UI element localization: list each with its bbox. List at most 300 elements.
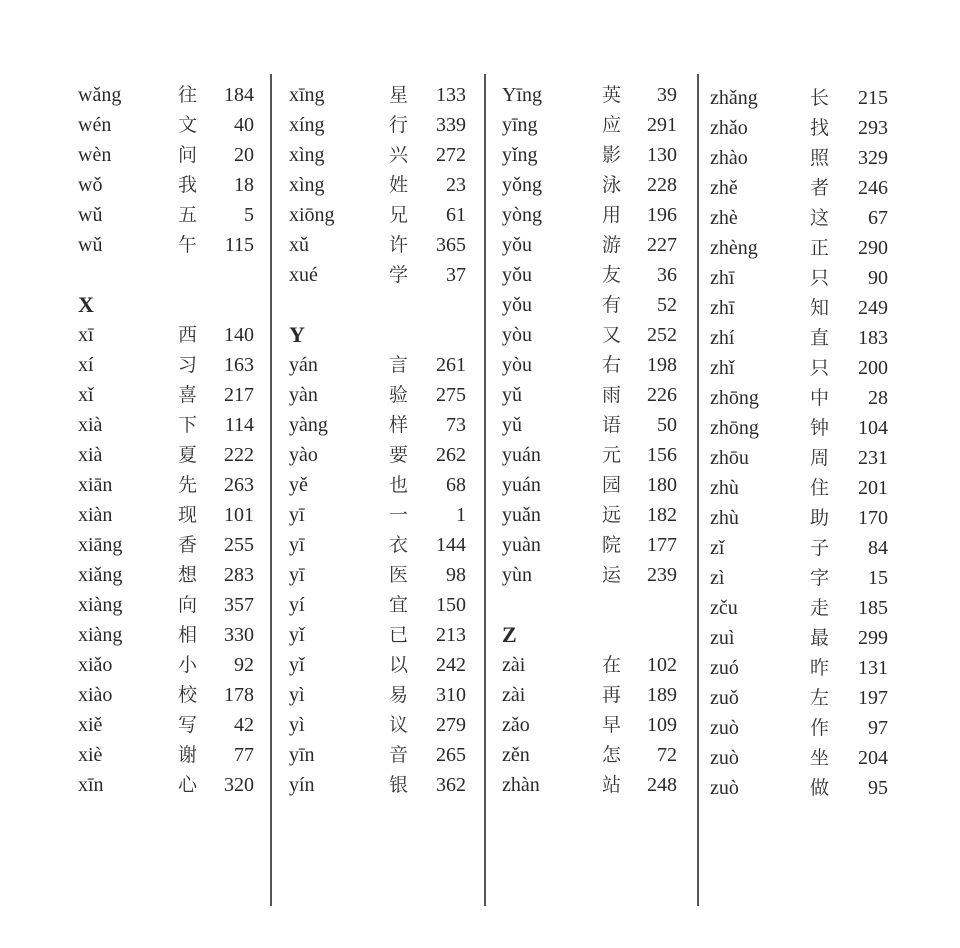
pinyin: yín xyxy=(289,774,315,796)
character: 验 xyxy=(389,384,409,406)
character: 字 xyxy=(810,567,830,589)
page-number: 249 xyxy=(858,297,888,319)
character: 向 xyxy=(178,594,198,616)
page-number: 215 xyxy=(858,87,888,109)
section-letter-heading: X xyxy=(78,292,94,317)
index-entry xyxy=(78,440,254,470)
page-number: 184 xyxy=(224,84,254,106)
page-number: 156 xyxy=(647,444,677,466)
character: 做 xyxy=(810,777,830,799)
character: 谢 xyxy=(178,744,198,766)
index-entry xyxy=(78,170,254,200)
index-entry xyxy=(710,443,888,473)
pinyin: yī xyxy=(289,504,305,526)
page-number: 131 xyxy=(858,657,888,679)
page-number: 50 xyxy=(657,414,677,436)
index-entry xyxy=(710,293,888,323)
index-entry xyxy=(289,380,466,410)
character: 兄 xyxy=(389,204,409,226)
pinyin: zhī xyxy=(710,267,735,289)
pinyin: yí xyxy=(289,594,305,616)
pinyin: zču xyxy=(710,597,738,619)
index-entry xyxy=(710,323,888,353)
character: 照 xyxy=(810,147,830,169)
pinyin: xiàng xyxy=(78,594,123,616)
index-entry xyxy=(710,83,888,113)
page-number: 231 xyxy=(858,447,888,469)
character: 已 xyxy=(389,624,409,646)
index-entry xyxy=(502,470,677,500)
index-entry xyxy=(710,233,888,263)
pinyin: zuò xyxy=(710,717,739,739)
character: 往 xyxy=(178,84,198,106)
pinyin: zì xyxy=(710,567,725,589)
pinyin: yǒu xyxy=(502,234,532,256)
character: 怎 xyxy=(602,744,622,766)
index-entry xyxy=(289,590,466,620)
index-entry xyxy=(710,503,888,533)
character: 正 xyxy=(810,237,830,259)
page-number: 140 xyxy=(224,324,254,346)
character: 学 xyxy=(389,264,409,286)
page-number: 52 xyxy=(657,294,677,316)
character: 议 xyxy=(389,714,409,736)
index-entry xyxy=(289,260,466,290)
index-entry xyxy=(710,173,888,203)
pinyin: yǐ xyxy=(289,624,305,646)
index-entry xyxy=(78,380,254,410)
page-number: 263 xyxy=(224,474,254,496)
pinyin: xīn xyxy=(78,774,104,796)
pinyin: yòng xyxy=(502,204,542,226)
index-entry xyxy=(289,770,466,800)
pinyin: zhōng xyxy=(710,387,759,409)
character: 运 xyxy=(602,564,622,586)
character: 兴 xyxy=(389,144,409,166)
character: 音 xyxy=(389,744,409,766)
index-entry xyxy=(289,500,466,530)
pinyin: yòu xyxy=(502,324,532,346)
pinyin: xíng xyxy=(289,114,325,136)
index-entry xyxy=(710,473,888,503)
column-divider xyxy=(270,74,272,906)
index-entry xyxy=(78,560,254,590)
character: 我 xyxy=(178,174,198,196)
character: 习 xyxy=(178,354,198,376)
page-number: 248 xyxy=(647,774,677,796)
index-column-1 xyxy=(78,80,254,800)
character: 现 xyxy=(178,504,198,526)
character: 想 xyxy=(178,564,198,586)
index-entry xyxy=(710,713,888,743)
pinyin: yuàn xyxy=(502,534,541,556)
page-number: 90 xyxy=(868,267,888,289)
index-entry xyxy=(289,620,466,650)
character: 许 xyxy=(389,234,409,256)
character: 走 xyxy=(810,597,830,619)
pinyin: xiè xyxy=(78,744,103,766)
page-number: 275 xyxy=(436,384,466,406)
pinyin: yǒu xyxy=(502,264,532,286)
page-number: 217 xyxy=(224,384,254,406)
index-entry xyxy=(502,110,677,140)
character: 相 xyxy=(178,624,198,646)
page-number: 102 xyxy=(647,654,677,676)
pinyin: zài xyxy=(502,684,526,706)
page-number: 72 xyxy=(657,744,677,766)
character: 问 xyxy=(178,144,198,166)
character: 最 xyxy=(810,627,830,649)
index-entry xyxy=(710,653,888,683)
character: 校 xyxy=(178,684,198,706)
character: 星 xyxy=(389,84,409,106)
index-entry xyxy=(289,470,466,500)
character: 周 xyxy=(810,447,830,469)
pinyin: yuán xyxy=(502,474,541,496)
index-entry xyxy=(502,80,677,110)
page-number: 23 xyxy=(446,174,466,196)
page-number: 262 xyxy=(436,444,466,466)
page-number: 180 xyxy=(647,474,677,496)
character: 子 xyxy=(810,537,830,559)
index-entry xyxy=(78,140,254,170)
page-number: 95 xyxy=(868,777,888,799)
page-number: 92 xyxy=(234,654,254,676)
index-entry xyxy=(289,110,466,140)
index-entry xyxy=(289,530,466,560)
index-entry xyxy=(78,770,254,800)
pinyin: xià xyxy=(78,444,103,466)
pinyin: zhōng xyxy=(710,417,759,439)
pinyin: yīng xyxy=(502,114,538,136)
index-entry xyxy=(710,623,888,653)
character: 也 xyxy=(389,474,409,496)
pinyin: zhù xyxy=(710,477,739,499)
page-number: 261 xyxy=(436,354,466,376)
page-number: 339 xyxy=(436,114,466,136)
page-number: 150 xyxy=(436,594,466,616)
index-entry xyxy=(502,710,677,740)
pinyin: xìng xyxy=(289,174,325,196)
pinyin: zuǒ xyxy=(710,687,739,709)
page-number: 196 xyxy=(647,204,677,226)
blank-row xyxy=(289,290,466,320)
blank-row xyxy=(502,590,677,620)
page-number: 73 xyxy=(446,414,466,436)
pinyin: xǐ xyxy=(78,384,94,406)
pinyin: wǎng xyxy=(78,84,122,106)
character: 以 xyxy=(389,654,409,676)
character: 昨 xyxy=(810,657,830,679)
index-entry xyxy=(502,290,677,320)
pinyin: xué xyxy=(289,264,318,286)
page-number: 330 xyxy=(224,624,254,646)
character: 衣 xyxy=(389,534,409,556)
character: 再 xyxy=(602,684,622,706)
index-entry xyxy=(502,410,677,440)
index-entry xyxy=(502,650,677,680)
character: 助 xyxy=(810,507,830,529)
page-number: 182 xyxy=(647,504,677,526)
index-entry xyxy=(502,140,677,170)
index-entry xyxy=(502,740,677,770)
index-entry xyxy=(289,230,466,260)
page-number: 28 xyxy=(868,387,888,409)
index-entry xyxy=(289,710,466,740)
character: 者 xyxy=(810,177,830,199)
character: 知 xyxy=(810,297,830,319)
character: 早 xyxy=(602,714,622,736)
page-number: 177 xyxy=(647,534,677,556)
pinyin: zěn xyxy=(502,744,530,766)
character: 香 xyxy=(178,534,198,556)
index-entry xyxy=(710,113,888,143)
index-entry xyxy=(78,410,254,440)
index-entry xyxy=(289,80,466,110)
page-number: 227 xyxy=(647,234,677,256)
character: 夏 xyxy=(178,444,198,466)
pinyin: yě xyxy=(289,474,308,496)
pinyin: yì xyxy=(289,714,305,736)
page-number: 222 xyxy=(224,444,254,466)
pinyin: Yīng xyxy=(502,84,542,106)
index-entry xyxy=(502,440,677,470)
character: 元 xyxy=(602,444,622,466)
page-number: 226 xyxy=(647,384,677,406)
character: 直 xyxy=(810,327,830,349)
index-entry xyxy=(78,470,254,500)
index-entry xyxy=(502,560,677,590)
pinyin: zhè xyxy=(710,207,738,229)
index-entry xyxy=(710,593,888,623)
page-number: 130 xyxy=(647,144,677,166)
character: 坐 xyxy=(810,747,830,769)
pinyin: yàn xyxy=(289,384,318,406)
column-divider xyxy=(484,74,486,906)
page-number: 18 xyxy=(234,174,254,196)
pinyin: yǔ xyxy=(502,384,522,406)
page-number: 201 xyxy=(858,477,888,499)
character: 只 xyxy=(810,357,830,379)
index-entry xyxy=(289,560,466,590)
pinyin: xiǎo xyxy=(78,654,113,676)
character: 友 xyxy=(602,264,622,286)
page-number: 197 xyxy=(858,687,888,709)
character: 左 xyxy=(810,687,830,709)
page-number: 36 xyxy=(657,264,677,286)
page-number: 163 xyxy=(224,354,254,376)
index-entry xyxy=(502,320,677,350)
pinyin: xiān xyxy=(78,474,113,496)
index-column-3 xyxy=(502,80,677,800)
character: 午 xyxy=(178,234,198,256)
page-number: 101 xyxy=(224,504,254,526)
pinyin: yīn xyxy=(289,744,315,766)
character: 心 xyxy=(178,774,198,796)
pinyin: yuán xyxy=(502,444,541,466)
index-entry xyxy=(78,350,254,380)
pinyin: wǒ xyxy=(78,174,103,196)
page-number: 77 xyxy=(234,744,254,766)
page-number: 42 xyxy=(234,714,254,736)
pinyin: yuǎn xyxy=(502,504,541,526)
pinyin: zhī xyxy=(710,297,735,319)
pinyin: zhǎng xyxy=(710,87,758,109)
pinyin: zuò xyxy=(710,747,739,769)
character: 站 xyxy=(602,774,622,796)
page-number: 291 xyxy=(647,114,677,136)
pinyin: yào xyxy=(289,444,318,466)
pinyin: zhǎo xyxy=(710,117,748,139)
pinyin: wǔ xyxy=(78,204,103,226)
page-number: 98 xyxy=(446,564,466,586)
page-number: 183 xyxy=(858,327,888,349)
character: 找 xyxy=(810,117,830,139)
page-number: 20 xyxy=(234,144,254,166)
page-number: 61 xyxy=(446,204,466,226)
page-number: 365 xyxy=(436,234,466,256)
page-number: 362 xyxy=(436,774,466,796)
page-number: 290 xyxy=(858,237,888,259)
page-number: 200 xyxy=(858,357,888,379)
page-number: 84 xyxy=(868,537,888,559)
character: 院 xyxy=(602,534,622,556)
character: 作 xyxy=(810,717,830,739)
pinyin: yàng xyxy=(289,414,328,436)
pinyin: yǐng xyxy=(502,144,538,166)
pinyin: yì xyxy=(289,684,305,706)
character: 要 xyxy=(389,444,409,466)
pinyin: xiào xyxy=(78,684,113,706)
index-entry xyxy=(502,200,677,230)
pinyin: zhèng xyxy=(710,237,758,259)
character: 易 xyxy=(389,684,409,706)
page-number: 114 xyxy=(224,414,254,436)
index-entry xyxy=(502,770,677,800)
pinyin: zuì xyxy=(710,627,735,649)
page-number: 178 xyxy=(224,684,254,706)
page-number: 246 xyxy=(858,177,888,199)
character: 应 xyxy=(602,114,622,136)
page-number: 97 xyxy=(868,717,888,739)
character: 右 xyxy=(602,354,622,376)
index-entry xyxy=(78,200,254,230)
page-number: 204 xyxy=(858,747,888,769)
character: 宜 xyxy=(389,594,409,616)
page-number: 67 xyxy=(868,207,888,229)
page-number: 5 xyxy=(244,204,254,226)
character: 言 xyxy=(389,354,409,376)
pinyin: xī xyxy=(78,324,94,346)
pinyin: zǎo xyxy=(502,714,530,736)
index-entry xyxy=(289,440,466,470)
index-entry xyxy=(78,650,254,680)
page-number: 272 xyxy=(436,144,466,166)
character: 游 xyxy=(602,234,622,256)
character: 下 xyxy=(178,414,198,436)
index-entry xyxy=(710,263,888,293)
pinyin: wèn xyxy=(78,144,112,166)
pinyin: zhào xyxy=(710,147,748,169)
pinyin: zuò xyxy=(710,777,739,799)
index-entry xyxy=(502,530,677,560)
page-number: 144 xyxy=(436,534,466,556)
page-number: 252 xyxy=(647,324,677,346)
character: 姓 xyxy=(389,174,409,196)
page-number: 293 xyxy=(858,117,888,139)
page-number: 198 xyxy=(647,354,677,376)
page-number: 242 xyxy=(436,654,466,676)
pinyin: yī xyxy=(289,534,305,556)
column-divider xyxy=(697,74,699,906)
character: 泳 xyxy=(602,174,622,196)
page-number: 213 xyxy=(436,624,466,646)
pinyin: xiě xyxy=(78,714,103,736)
page-number: 115 xyxy=(224,234,254,256)
character: 医 xyxy=(389,564,409,586)
character: 样 xyxy=(389,414,409,436)
page-number: 320 xyxy=(224,774,254,796)
page-number: 39 xyxy=(657,84,677,106)
index-entry xyxy=(78,710,254,740)
page-number: 265 xyxy=(436,744,466,766)
pinyin: zuó xyxy=(710,657,739,679)
pinyin: wén xyxy=(78,114,112,136)
page-number: 133 xyxy=(436,84,466,106)
character: 钟 xyxy=(810,417,830,439)
page-number: 310 xyxy=(436,684,466,706)
character: 银 xyxy=(389,774,409,796)
pinyin: zài xyxy=(502,654,526,676)
index-entry xyxy=(78,320,254,350)
character: 一 xyxy=(389,504,409,526)
index-entry xyxy=(78,110,254,140)
page-number: 15 xyxy=(868,567,888,589)
index-column-2 xyxy=(289,80,466,800)
index-entry xyxy=(502,380,677,410)
index-entry xyxy=(78,80,254,110)
index-entry xyxy=(289,170,466,200)
index-entry xyxy=(78,230,254,260)
pinyin: xìng xyxy=(289,144,325,166)
character: 长 xyxy=(810,87,830,109)
character: 用 xyxy=(602,204,622,226)
pinyin: wǔ xyxy=(78,234,103,256)
pinyin: xiāng xyxy=(78,534,123,556)
pinyin: xīng xyxy=(289,84,325,106)
character: 西 xyxy=(178,324,198,346)
index-entry xyxy=(710,203,888,233)
index-entry xyxy=(78,500,254,530)
index-entry xyxy=(78,740,254,770)
index-entry xyxy=(710,143,888,173)
page-number: 279 xyxy=(436,714,466,736)
character: 文 xyxy=(178,114,198,136)
pinyin: zhù xyxy=(710,507,739,529)
pinyin: yī xyxy=(289,564,305,586)
pinyin: zhǐ xyxy=(710,357,735,379)
character: 又 xyxy=(602,324,622,346)
page-number: 170 xyxy=(858,507,888,529)
page-number: 189 xyxy=(647,684,677,706)
index-entry xyxy=(289,140,466,170)
index-entry xyxy=(710,743,888,773)
section-letter-heading: Y xyxy=(289,322,305,347)
character: 只 xyxy=(810,267,830,289)
index-entry xyxy=(289,410,466,440)
index-entry xyxy=(710,413,888,443)
index-entry xyxy=(78,530,254,560)
